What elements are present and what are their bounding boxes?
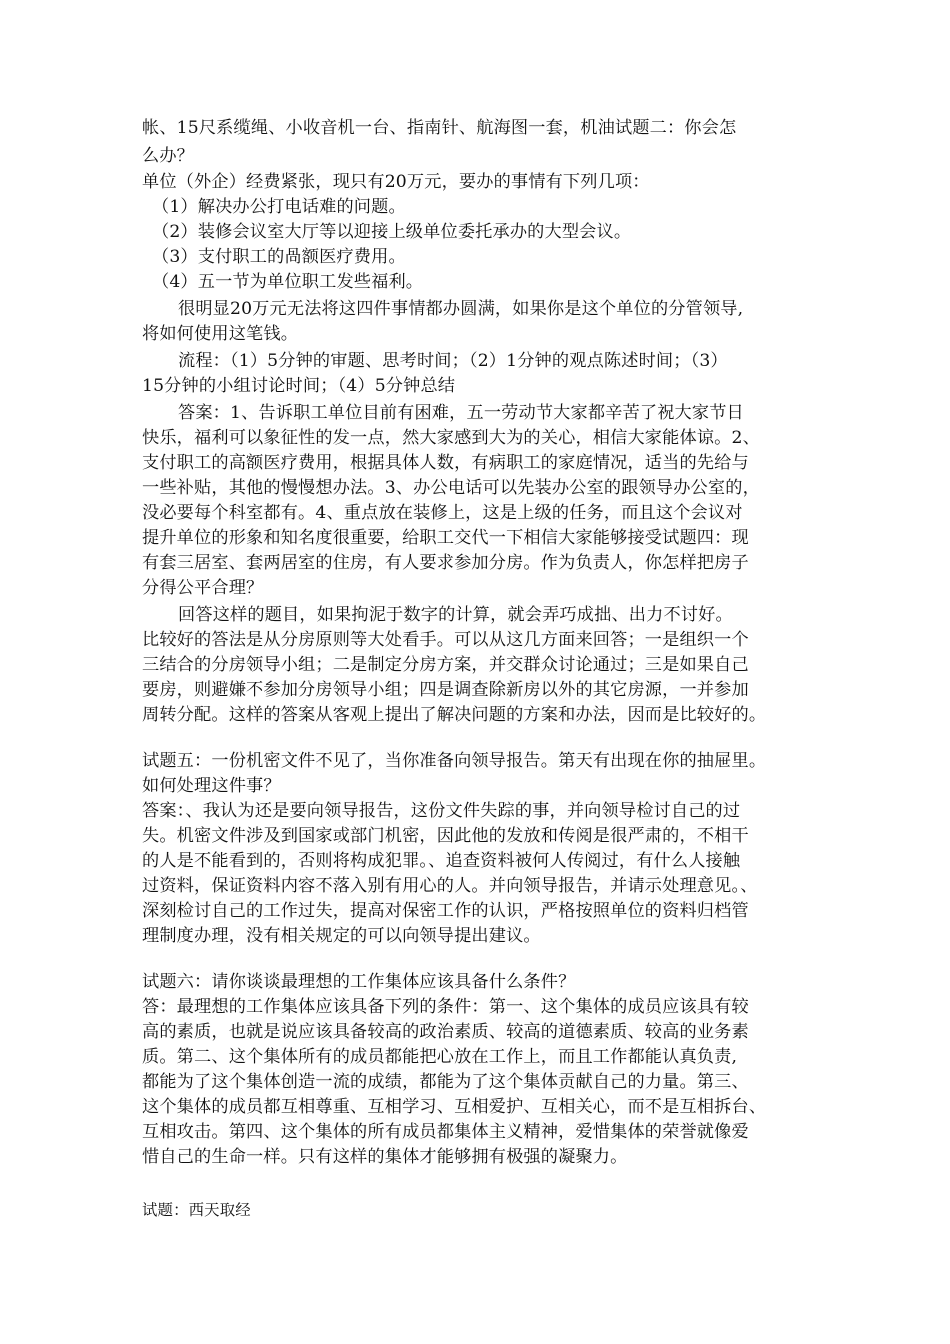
text-line: 都能为了这个集体创造一流的成绩，都能为了这个集体贡献自己的力量。第三、	[142, 1072, 749, 1092]
text-line: 提升单位的形象和知名度很重要，给职工交代一下相信大家能够接受试题四：现	[142, 528, 749, 548]
text-line: 理制度办理，没有相关规定的可以向领导提出建议。	[142, 926, 541, 946]
text-line: 15分钟的小组讨论时间；（4）5分钟总结	[142, 376, 456, 396]
text-line: 试题：西天取经	[142, 1201, 251, 1219]
text-line: （1）解决办公打电话难的问题。	[152, 197, 406, 217]
text-line: 周转分配。这样的答案从客观上提出了解决问题的方案和办法，因而是比较好的。	[142, 705, 767, 725]
text-line: 帐、15尺系缆绳、小收音机一台、指南针、航海图一套，机油试题二：你会怎	[142, 118, 737, 138]
text-line: 比较好的答法是从分房原则等大处看手。可以从这几方面来回答；一是组织一个	[142, 630, 749, 650]
text-line: 一些补贴，其他的慢慢想办法。3、办公电话可以先装办公室的跟领导办公室的，	[142, 478, 760, 498]
text-line: 惜自己的生命一样。只有这样的集体才能够拥有极强的凝聚力。	[142, 1147, 628, 1167]
text-line: 这个集体的成员都互相尊重、互相学习、互相爱护、互相关心，而不是互相拆台、	[142, 1097, 767, 1117]
text-line: 没必要每个科室都有。4、重点放在装修上，这是上级的任务，而且这个会议对	[142, 503, 743, 523]
text-line: 深刻检讨自己的工作过失，提高对保密工作的认识，严格按照单位的资料归档管	[142, 901, 749, 921]
text-line: 的人是不能看到的，否则将构成犯罪。、追查资料被何人传阅过，有什么人接触	[142, 851, 741, 871]
text-line: 单位（外企）经费紧张，现只有20万元，要办的事情有下列几项：	[142, 172, 650, 192]
text-line: 要房，则避嫌不参加分房领导小组；四是调查除新房以外的其它房源，一并参加	[142, 680, 749, 700]
text-line: 三结合的分房领导小组；二是制定分房方案，并交群众讨论通过；三是如果自己	[142, 655, 749, 675]
text-line: （2）装修会议室大厅等以迎接上级单位委托承办的大型会议。	[152, 222, 632, 242]
text-line: 试题六：请你谈谈最理想的工作集体应该具备什么条件？	[142, 972, 576, 992]
text-line: （4）五一节为单位职工发些福利。	[152, 272, 424, 292]
text-line: 失。机密文件涉及到国家或部门机密，因此他的发放和传阅是很严肃的，不相干	[142, 826, 749, 846]
text-line: 很明显20万元无法将这四件事情都办圆满，如果你是这个单位的分管领导,	[178, 299, 744, 319]
text-line: 过资料，保证资料内容不落入别有用心的人。并向领导报告，并请示处理意见。、	[142, 876, 758, 896]
text-line: 支付职工的高额医疗费用，根据具体人数，有病职工的家庭情况，适当的先给与	[142, 453, 749, 473]
text-line: 么办？	[142, 146, 195, 166]
text-line: 答案：、我认为还是要向领导报告，这份文件失踪的事，并向领导检讨自己的过	[142, 801, 741, 821]
text-line: 将如何使用这笔钱。	[142, 324, 299, 344]
text-line: 如何处理这件事？	[142, 776, 281, 796]
text-line: （3）支付职工的咼额医疗费用。	[152, 247, 406, 267]
text-line: 试题五：一份机密文件不见了，当你准备向领导报告。第天有出现在你的抽屉里。	[142, 751, 767, 771]
text-line: 互相攻击。第四、这个集体的所有成员都集体主义精神，爱惜集体的荣誉就像爱	[142, 1122, 749, 1142]
text-line: 质。第二、这个集体所有的成员都能把心放在工作上，而且工作都能认真负责,	[142, 1047, 738, 1067]
text-line: 回答这样的题目，如果拘泥于数字的计算，就会弄巧成拙、出力不讨好。	[178, 605, 733, 625]
text-line: 答案：1、告诉职工单位目前有困难，五一劳动节大家都辛苦了祝大家节日	[178, 403, 744, 423]
text-line: 有套三居室、套两居室的住房，有人要求参加分房。作为负责人，你怎样把房子	[142, 553, 749, 573]
text-line: 分得公平合理？	[142, 578, 264, 598]
text-line: 答：最理想的工作集体应该具备下列的条件：第一、这个集体的成员应该具有较	[142, 997, 749, 1017]
text-line: 快乐，福利可以象征性的发一点，然大家感到大为的关心，相信大家能体谅。2、	[142, 428, 760, 448]
text-line: 流程：（1）5分钟的审题、思考时间；（2）1分钟的观点陈述时间；（3）	[178, 351, 728, 371]
text-line: 高的素质，也就是说应该具备较高的政治素质、较高的道德素质、较高的业务素	[142, 1022, 749, 1042]
